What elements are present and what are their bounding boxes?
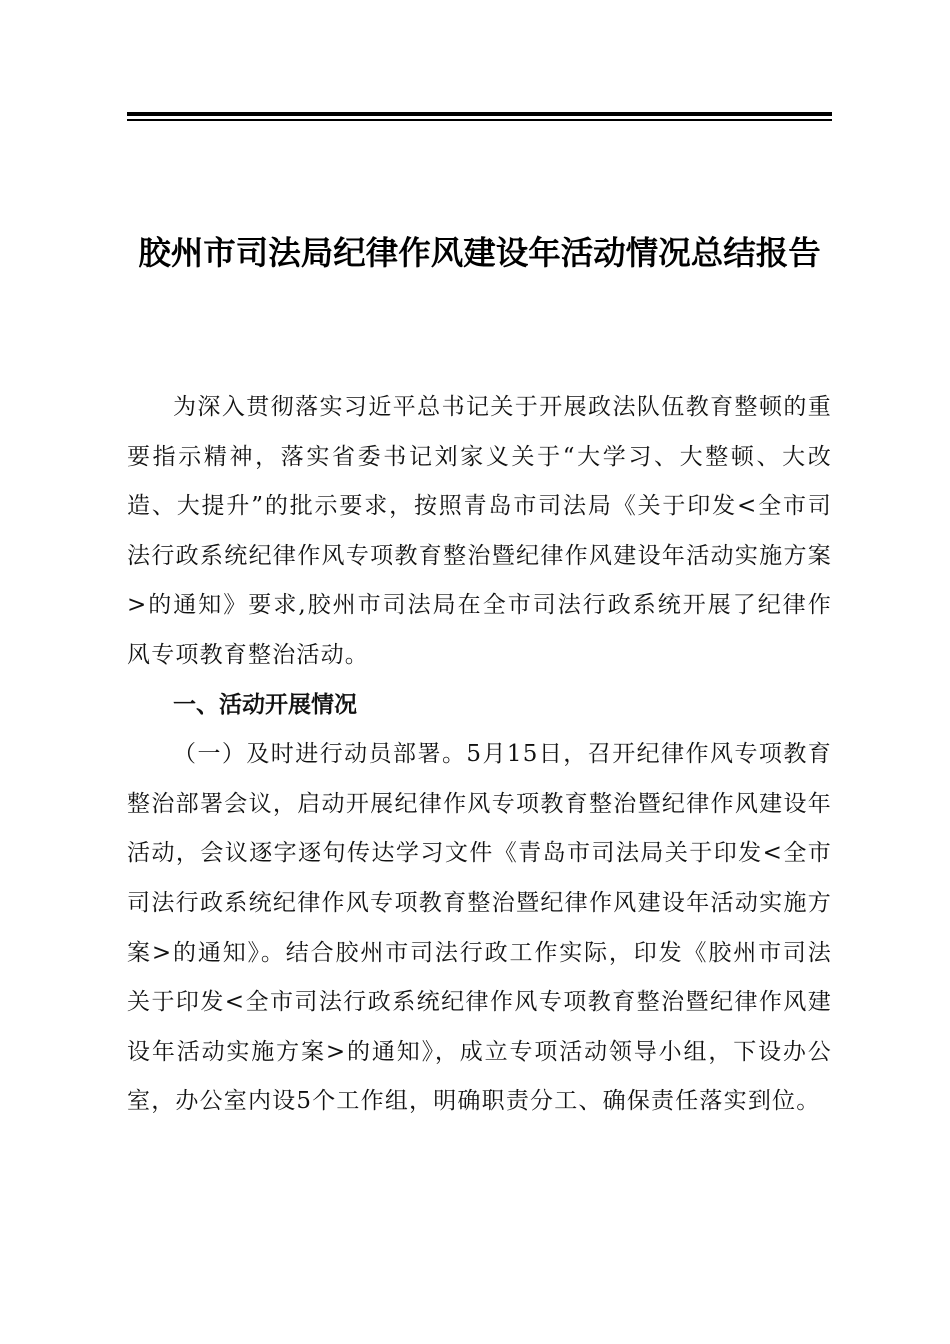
header-rule-thick: [127, 112, 832, 116]
header-rule-thin: [127, 119, 832, 121]
section-heading: 一、活动开展情况: [173, 691, 357, 718]
intro-paragraph: 为深入贯彻落实习近平总书记关于开展政法队伍教育整顿的重要指示精神，落实省委书记刘家义关于“大学习、大整顿、大改造、大提升”的批示要求，按照青岛市司法局《关于印发<全市司法行政系统纪律作风专项教育整治暨纪律作风建设年活动实施方案>的通知》要求,胶州市司法局在全市司法行政系统开展了纪律作风专项教育整治活动。: [127, 394, 832, 668]
document-body: [127, 383, 832, 1127]
subsection-paragraph: （一）及时进行动员部署。5月15日，召开纪律作风专项教育整治部署会议，启动开展纪律作风专项教育整治暨纪律作风建设年活动，会议逐字逐句传达学习文件《青岛市司法局关于印发<全市司法行政系统纪律作风专项教育整治暨纪律作风建设年活动实施方案>的通知》。结合胶州市司法行政工作实际，印发《胶州市司法关于印发<全市司法行政系统纪律作风专项教育整治暨纪律作风建设年活动实施方案>的通知》，成立专项活动领导小组，下设办公室，办公室内设5个工作组，明确职责分工、确保责任落实到位。: [127, 741, 832, 1115]
document-title: 胶州市司法局纪律作风建设年活动情况总结报告: [138, 234, 821, 272]
